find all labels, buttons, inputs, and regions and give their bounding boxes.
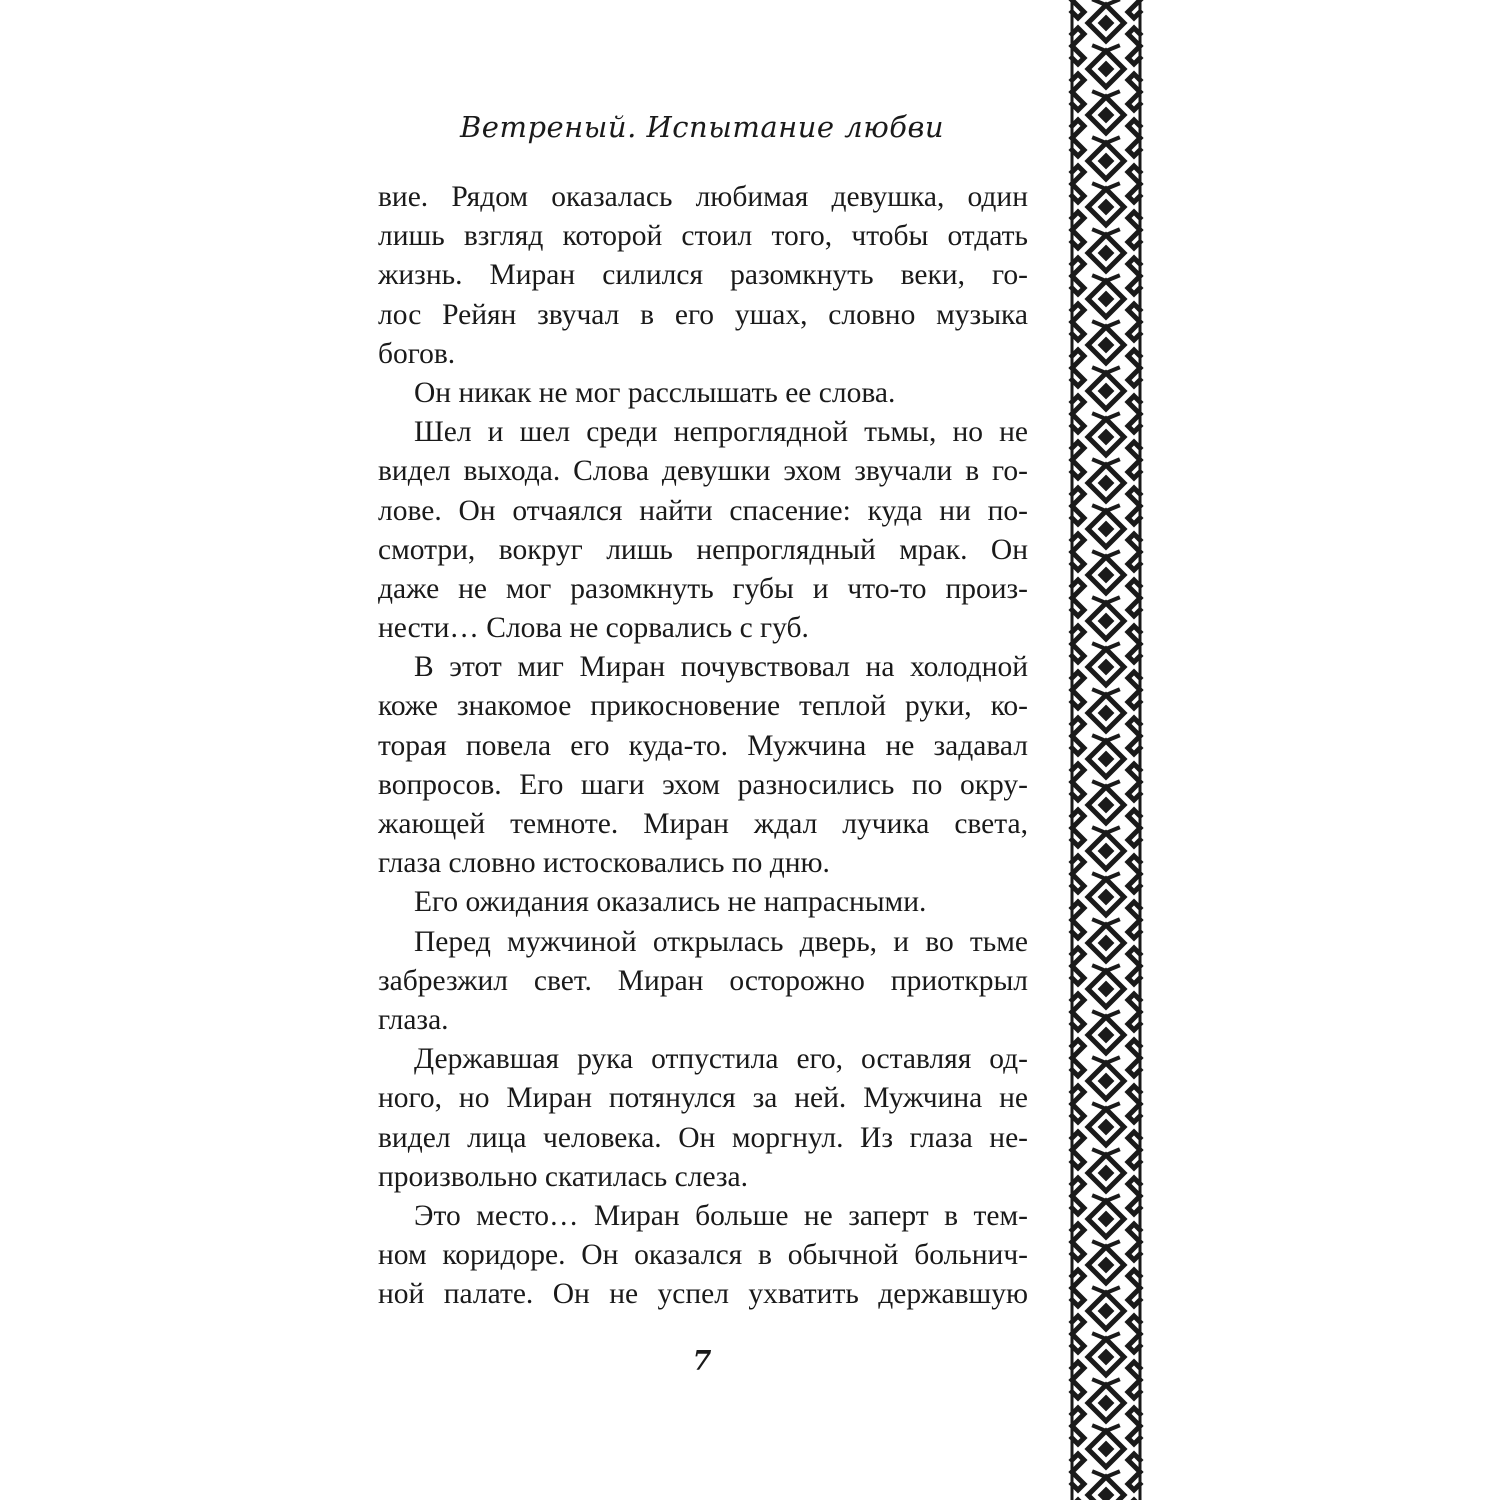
text-line: лос Рейян звучал в его ушах, словно музыка bbox=[378, 298, 1028, 331]
text-line: видел лица человека. Он моргнул. Из глаза не- bbox=[378, 1121, 1028, 1154]
text-line: Он никак не мог расслышать ее слова. bbox=[414, 376, 896, 409]
text-line: глаза словно истосковались по дню. bbox=[378, 847, 830, 880]
text-line: вие. Рядом оказалась любимая девушка, один bbox=[378, 181, 1028, 213]
text-line: даже не мог разомкнуть губы и что-то произ- bbox=[378, 572, 1028, 605]
text-line: богов. bbox=[378, 337, 456, 370]
text-line: Это место… Миран больше не заперт в тем- bbox=[414, 1199, 1028, 1232]
text-line: торая повела его куда-то. Мужчина не задавал bbox=[378, 729, 1028, 762]
text-line: видел выхода. Слова девушки эхом звучали в го- bbox=[378, 455, 1028, 488]
body-text-column bbox=[378, 178, 1028, 1314]
text-line: лишь взгляд которой стоил того, чтобы отдать bbox=[378, 220, 1028, 253]
text-line: ном коридоре. Он оказался в обычной больнич- bbox=[378, 1239, 1028, 1272]
text-line: жающей темноте. Миран ждал лучика света, bbox=[378, 808, 1028, 840]
page-number: 7 bbox=[692, 1346, 712, 1377]
text-line: произвольно скатилась слеза. bbox=[378, 1160, 749, 1193]
text-line: Державшая рука отпустила его, оставляя од- bbox=[414, 1043, 1028, 1076]
text-line: Перед мужчиной открылась дверь, и во тьме bbox=[414, 925, 1028, 958]
text-line: лове. Он отчаялся найти спасение: куда ни по- bbox=[378, 494, 1028, 527]
text-line: коже знакомое прикосновение теплой руки, ко- bbox=[378, 690, 1028, 723]
text-line: глаза. bbox=[378, 1003, 449, 1036]
text-line: ного, но Миран потянулся за ней. Мужчина не bbox=[378, 1082, 1028, 1115]
text-line: жизнь. Миран силился разомкнуть веки, го- bbox=[378, 259, 1028, 292]
ornamental-border-icon bbox=[1068, 0, 1144, 1500]
running-header-title: Ветреный. Испытание любви bbox=[459, 110, 945, 144]
text-line: нести… Слова не сорвались с губ. bbox=[378, 612, 809, 645]
text-line: В этот миг Миран почувствовал на холодной bbox=[414, 651, 1028, 684]
text-line: Его ожидания оказались не напрасными. bbox=[414, 886, 927, 919]
text-line: Шел и шел среди непроглядной тьмы, но не bbox=[414, 416, 1028, 449]
text-line: смотри, вокруг лишь непроглядный мрак. Он bbox=[378, 533, 1028, 566]
text-line: вопросов. Его шаги эхом разносились по окру- bbox=[378, 768, 1028, 801]
text-line: забрезжил свет. Миран осторожно приоткрыл bbox=[378, 964, 1028, 997]
text-line: ной палате. Он не успел ухватить державшую bbox=[378, 1278, 1028, 1311]
